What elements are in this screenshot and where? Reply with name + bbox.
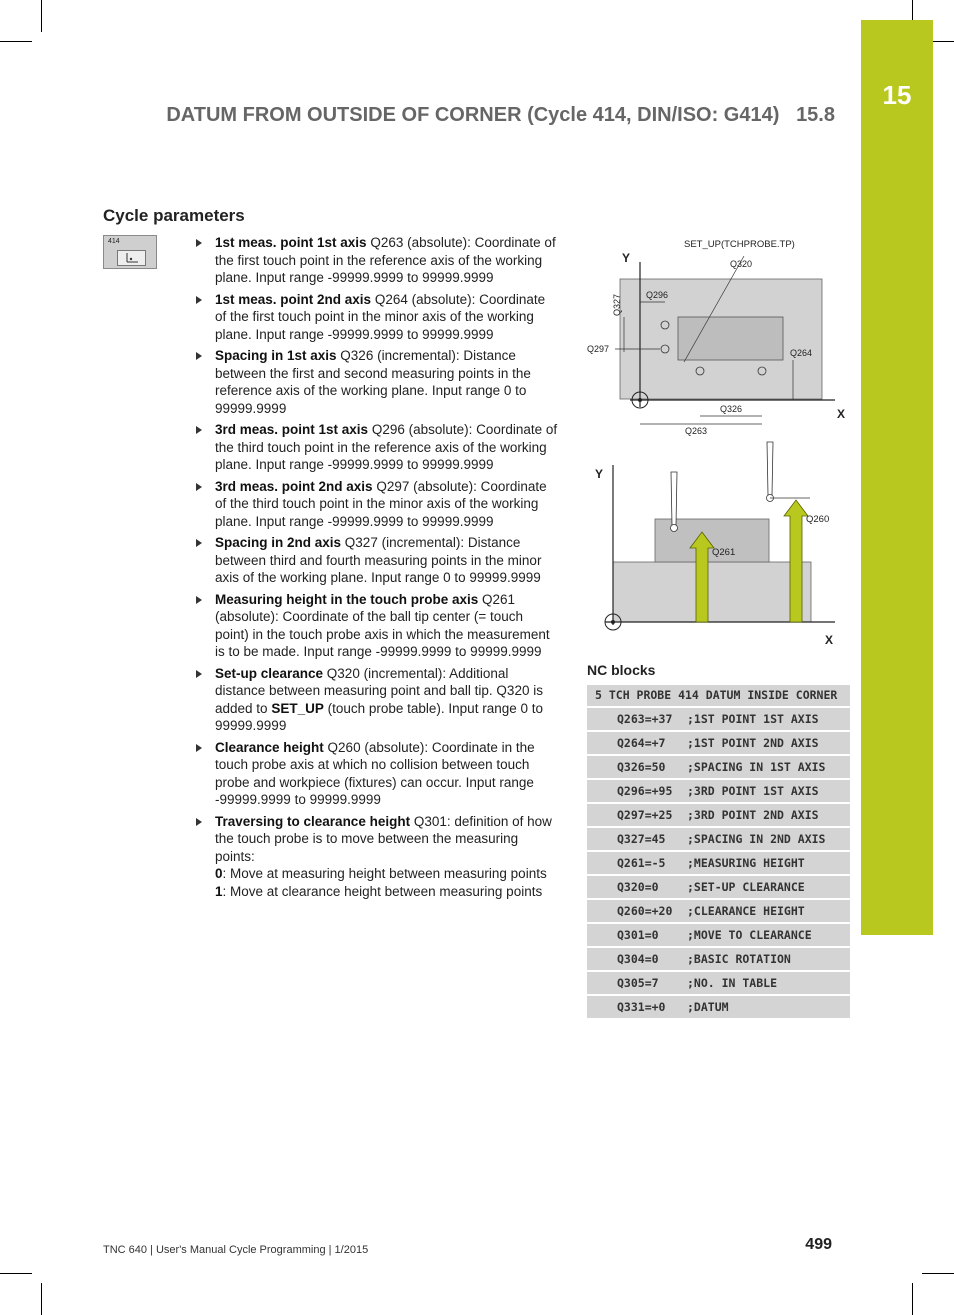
param-item — [193, 739, 558, 809]
table-row — [587, 755, 850, 779]
nc-code: Q263=+37 — [587, 707, 685, 731]
param-desc: Q263 (absolute): Coordinate of the first touch point in the reference axis of the working plane. Input range -99999.9999 to 99999.9999 — [215, 235, 556, 285]
nc-code: Q331=+0 — [587, 995, 685, 1019]
param-item — [193, 534, 558, 587]
q263-label: Q263 — [685, 426, 708, 436]
nc-comment: ;SET-UP CLEARANCE — [685, 875, 850, 899]
nc-code: Q260=+20 — [587, 899, 685, 923]
param-item — [193, 591, 558, 661]
datum-dot-icon — [611, 620, 615, 624]
y-axis-label: Y — [622, 251, 631, 265]
nc-comment: ;3RD POINT 1ST AXIS — [685, 779, 850, 803]
table-row — [587, 779, 850, 803]
bullet-arrow-icon — [196, 483, 202, 491]
probe-tip-icon — [671, 525, 678, 532]
nc-blocks-title: NC blocks — [587, 662, 656, 678]
nc-code: Q305=7 — [587, 971, 685, 995]
diagram-side-view — [585, 440, 855, 650]
chapter-tab — [861, 20, 933, 935]
probe-stylus-icon — [767, 442, 773, 495]
param-item — [193, 234, 558, 287]
q261-label: Q261 — [712, 547, 736, 558]
q326-label: Q326 — [720, 404, 743, 414]
table-row — [587, 685, 850, 707]
nc-code: Q261=-5 — [587, 851, 685, 875]
datum-dot-icon — [638, 398, 642, 402]
param-desc: Q261 (absolute): Coordinate of the ball tip center (= touch point) in the touch probe axis in which the measurement is to be made. Input range -99999.9999 to 99999.9999 — [215, 591, 550, 659]
table-row — [587, 971, 850, 995]
param-desc: Q297 (absolute): Coordinate of the third touch point in the minor axis of the working plane. Input range -99999.9999 to 99999.9999 — [215, 478, 547, 529]
nc-blocks-table — [587, 685, 850, 1020]
param-item — [193, 291, 558, 344]
corner-pocket-rect — [678, 317, 783, 360]
param-name: 3rd meas. point 2nd axis — [215, 478, 373, 494]
param-desc: Q260 (absolute): Coordinate in the touch probe axis at which no collision between touch probe and workpiece (fixtures) can occur. Input range -99999.9999 to 99999.9999 — [215, 739, 535, 807]
y-axis-label: Y — [595, 467, 604, 481]
q296-label: Q296 — [646, 290, 669, 300]
bullet-arrow-icon — [196, 539, 202, 547]
bullet-arrow-icon — [196, 352, 202, 360]
crop-mark — [0, 41, 32, 42]
section-title: Cycle parameters — [103, 206, 245, 225]
q327-label: Q327 — [612, 293, 622, 316]
param-desc: Q301: definition of how the touch probe is to move between the measuring points: — [215, 813, 552, 864]
nc-code: Q264=+7 — [587, 731, 685, 755]
param-item — [193, 478, 558, 531]
nc-comment: ;SPACING IN 2ND AXIS — [685, 827, 850, 851]
q320-label: Q320 — [730, 259, 753, 269]
crop-mark — [922, 1273, 954, 1274]
x-axis-label: X — [825, 633, 834, 647]
param-desc: Q296 (absolute): Coordinate of the third touch point in the reference axis of the working plane. Input range -99999.9999 to 99999.9999 — [215, 422, 558, 472]
bullet-arrow-icon — [196, 744, 202, 752]
nc-code: Q301=0 — [587, 923, 685, 947]
nc-code: Q297=+25 — [587, 803, 685, 827]
table-row — [587, 803, 850, 827]
param-desc: Q326 (incremental): Distance between the first and second measuring points in the reference axis of the working plane. Input range 0 to 99999.9999 — [215, 348, 531, 416]
nc-comment: ;NO. IN TABLE — [685, 971, 850, 995]
param-name: Measuring height in the touch probe axis — [215, 591, 479, 607]
base-block — [613, 562, 811, 622]
option-key: 0 — [215, 866, 223, 881]
q264-label: Q264 — [790, 348, 813, 358]
table-row — [587, 947, 850, 971]
page-header — [130, 104, 835, 127]
option-text: : Move at clearance height between measuring points — [222, 883, 543, 899]
param-name: Spacing in 1st axis — [215, 348, 337, 363]
param-name: Traversing to clearance height — [215, 813, 411, 829]
corner-probe-icon — [117, 250, 146, 266]
setup-label: SET_UP(TCHPROBE.TP) — [684, 239, 795, 250]
diagram-top-view — [580, 232, 855, 442]
param-name: 3rd meas. point 1st axis — [215, 422, 369, 437]
header-section: 15.8 — [796, 104, 835, 126]
header-title: DATUM FROM OUTSIDE OF CORNER (Cycle 414, DIN/ISO: G414) — [166, 104, 780, 126]
param-name: Clearance height — [215, 739, 324, 755]
table-row — [587, 707, 850, 731]
probe-stylus-icon — [671, 472, 677, 525]
option-text: : Move at measuring height between measuring points — [222, 866, 547, 881]
nc-comment: ;MEASURING HEIGHT — [685, 851, 850, 875]
param-inline-bold: SET_UP — [271, 700, 324, 716]
param-name: Spacing in 2nd axis — [215, 535, 342, 550]
param-desc: Q320 (incremental): Additional distance between measuring point and ball tip. Q320 is added to — [215, 665, 543, 716]
nc-comment: ;1ST POINT 2ND AXIS — [685, 731, 850, 755]
probe-glyph-icon — [118, 251, 145, 265]
crop-mark — [0, 1273, 32, 1274]
q260-label: Q260 — [806, 514, 830, 525]
param-desc: Q264 (absolute): Coordinate of the first touch point in the minor axis of the working plane. Input range -99999.9999 to 99999.9999 — [215, 291, 546, 342]
param-desc-cont: (touch probe table). Input range 0 to 99999.9999 — [215, 700, 543, 733]
nc-comment: ;MOVE TO CLEARANCE — [685, 923, 850, 947]
crop-mark — [912, 1283, 913, 1315]
table-row — [587, 875, 850, 899]
bullet-arrow-icon — [196, 296, 202, 304]
bullet-arrow-icon — [196, 670, 202, 678]
nc-comment: ;3RD POINT 2ND AXIS — [685, 803, 850, 827]
param-item — [193, 665, 558, 735]
table-row — [587, 899, 850, 923]
bullet-arrow-icon — [196, 596, 202, 604]
param-name: 1st meas. point 1st axis — [215, 235, 367, 250]
bullet-arrow-icon — [196, 239, 202, 247]
q297-label: Q297 — [587, 344, 610, 354]
table-row — [587, 731, 850, 755]
crop-mark — [41, 0, 42, 32]
table-row — [587, 995, 850, 1019]
bullet-arrow-icon — [196, 426, 202, 434]
param-name: 1st meas. point 2nd axis — [215, 291, 372, 307]
x-axis-label: X — [837, 407, 846, 421]
option-key: 1 — [215, 883, 223, 899]
nc-code: Q327=45 — [587, 827, 685, 851]
softkey-label: 414 — [108, 238, 120, 245]
param-name: Set-up clearance — [215, 665, 324, 681]
cycle-softkey-icon — [103, 235, 157, 269]
nc-code: Q320=0 — [587, 875, 685, 899]
nc-comment: ;DATUM — [685, 995, 850, 1019]
bullet-arrow-icon — [196, 818, 202, 826]
chapter-number: 15 — [882, 80, 912, 110]
nc-head-cell: 5 TCH PROBE 414 DATUM INSIDE CORNER — [587, 685, 850, 707]
param-desc: Q327 (incremental): Distance between third and fourth measuring points in the minor axis of the working plane. Input range 0 to 99999.9999 — [215, 535, 542, 585]
table-row — [587, 827, 850, 851]
table-row — [587, 851, 850, 875]
nc-comment: ;CLEARANCE HEIGHT — [685, 899, 850, 923]
crop-mark — [41, 1283, 42, 1315]
nc-comment: ;SPACING IN 1ST AXIS — [685, 755, 850, 779]
nc-code: Q304=0 — [587, 947, 685, 971]
nc-comment: ;BASIC ROTATION — [685, 947, 850, 971]
footer-text: TNC 640 | User's Manual Cycle Programming | 1/2015 — [103, 1244, 369, 1256]
param-item — [193, 421, 558, 474]
table-row — [587, 923, 850, 947]
nc-code: Q296=+95 — [587, 779, 685, 803]
page-number: 499 — [805, 1236, 832, 1253]
param-item — [193, 813, 558, 901]
param-item — [193, 347, 558, 417]
nc-code: Q326=50 — [587, 755, 685, 779]
nc-comment: ;1ST POINT 1ST AXIS — [685, 707, 850, 731]
parameter-list — [193, 234, 558, 904]
